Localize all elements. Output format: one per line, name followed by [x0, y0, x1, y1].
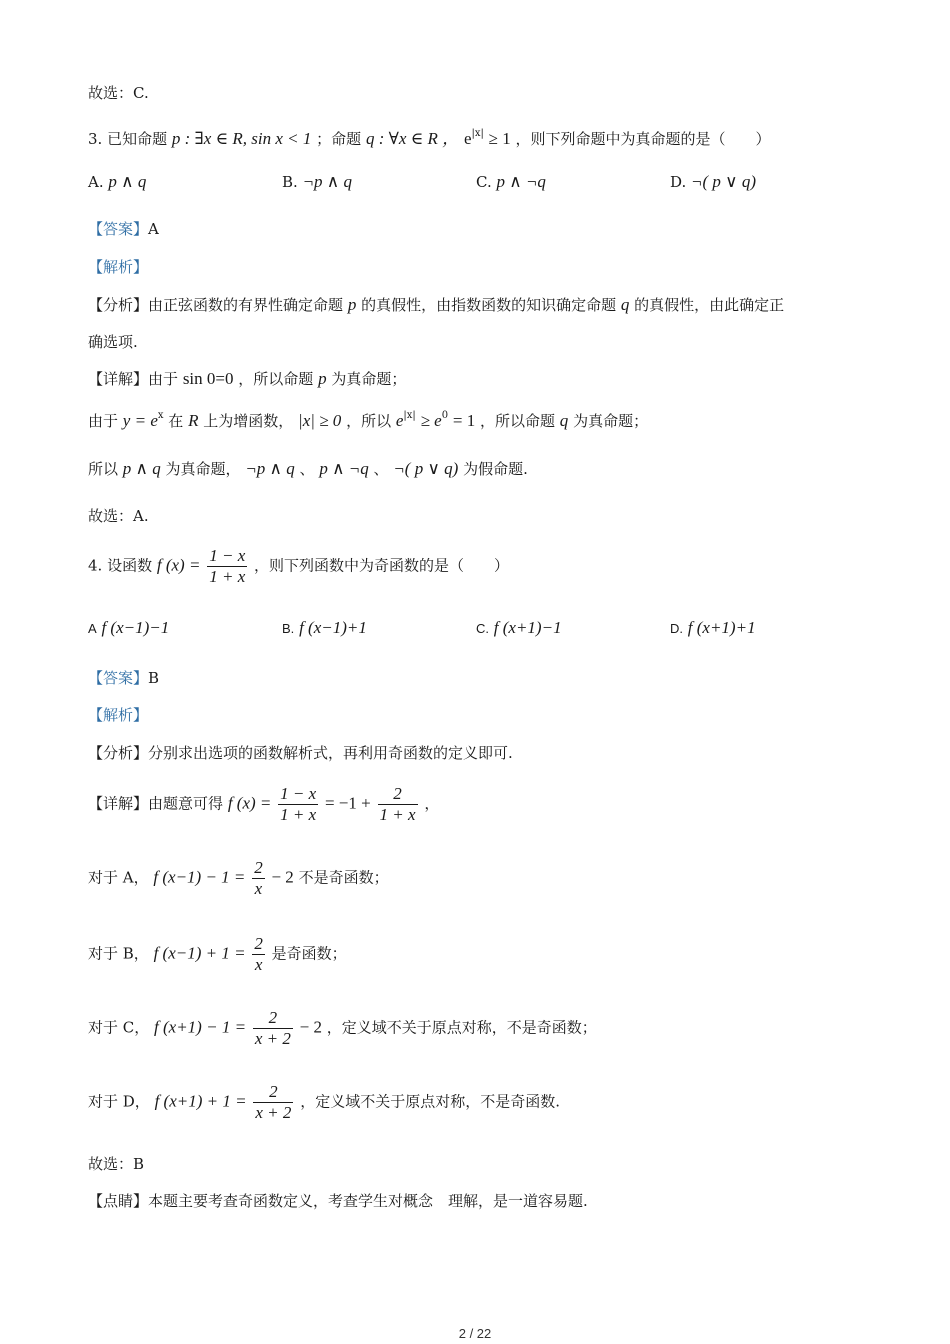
fraction: $\frac{2}{x + 2}$: [254, 1008, 291, 1048]
q3-answer: 【答案】A: [88, 220, 159, 238]
text-line: 故选：A.: [88, 507, 149, 525]
q4-fenxi: 【分析】分别求出选项的函数解析式，再利用奇函数的定义即可.: [88, 744, 513, 762]
case-c: 对于 C， f (x+1) − 1 = $\frac{2}{x + 2}$ − 2 ，定义域不关于原点对称，不是奇函数；: [88, 1008, 597, 1048]
case-b: 对于 B， f (x−1) + 1 = $\frac{2}{x}$ 是奇函数；: [88, 934, 347, 974]
page-number: 2 / 22: [458, 1326, 492, 1341]
q3-options: A. p ∧ q B. ¬p ∧ q C. p ∧ ¬q D. ¬( p ∨ q): [88, 172, 757, 191]
q3-fenxi: 【分析】由正弦函数的有界性确定命题 p 的真假性，由指数函数的知识确定命题 q 的真假性，由此确定正: [88, 295, 785, 314]
fraction: $\frac{2}{1 + x}$: [379, 784, 416, 824]
q4-dianjing: 【点睛】本题主要考查奇函数定义，考查学生对概念 理解，是一道容易题.: [88, 1192, 588, 1210]
text-line: 故选：C.: [88, 84, 149, 102]
text-line: 确选项.: [88, 333, 138, 351]
q3-xiangjie-1: 【详解】由于 sin 0=0 ，所以命题 p 为真命题；: [88, 369, 407, 388]
q3-xiangjie-2: 由于 $y = e^x$ 在 R 上为增函数， |x| ≥ 0 ，所以 $e^{|x|} \ge e^0 = 1$ ，所以命题 q 为真命题；: [88, 410, 649, 430]
q3-xiangjie-3: 所以 p ∧ q 为真命题， ¬p ∧ q 、 p ∧ ¬q 、 ¬( p ∨ q) 为假命题.: [88, 459, 528, 478]
case-d: 对于 D， f (x+1) + 1 = $\frac{2}{x + 2}$ ，定义域不关于原点对称，不是奇函数.: [88, 1082, 560, 1122]
q4-xiangjie: 【详解】由题意可得 f (x) = $\frac{1 - x}{1 + x}$ = −1 + $\frac{2}{1 + x}$ ，: [88, 784, 440, 824]
case-a: 对于 A， f (x−1) − 1 = $\frac{2}{x}$ − 2 不是奇函数；: [88, 858, 389, 898]
text-line: 故选：B: [88, 1155, 145, 1173]
q3-analysis-tag: 【解析】: [88, 258, 149, 276]
fraction: $\frac{2}{x}$: [254, 934, 263, 974]
question-4: 4. 设函数 f (x) = $\frac{1 - x}{1 + x}$ ，则下列函数中为奇函数的是（ ）: [88, 546, 510, 586]
fraction: $\frac{1 - x}{1 + x}$: [209, 546, 246, 586]
fraction: $\frac{2}{x + 2}$: [255, 1082, 292, 1122]
q4-options: A f (x−1)−1 B. f (x−1)+1 C. f (x+1)−1 D. f (x+1)+1: [88, 618, 756, 637]
q4-analysis-tag: 【解析】: [88, 706, 149, 724]
q4-answer: 【答案】B: [88, 669, 160, 687]
fraction: $\frac{2}{x}$: [254, 858, 263, 898]
question-3: 3. 已知命题 p : ∃x ∈ R, sin x < 1 ；命题 q : ∀x ∈ R ， $e^{|x|} \ge 1$ ，则下列命题中为真命题的是（ ）: [88, 128, 771, 148]
fraction: $\frac{1 - x}{1 + x}$: [280, 784, 317, 824]
